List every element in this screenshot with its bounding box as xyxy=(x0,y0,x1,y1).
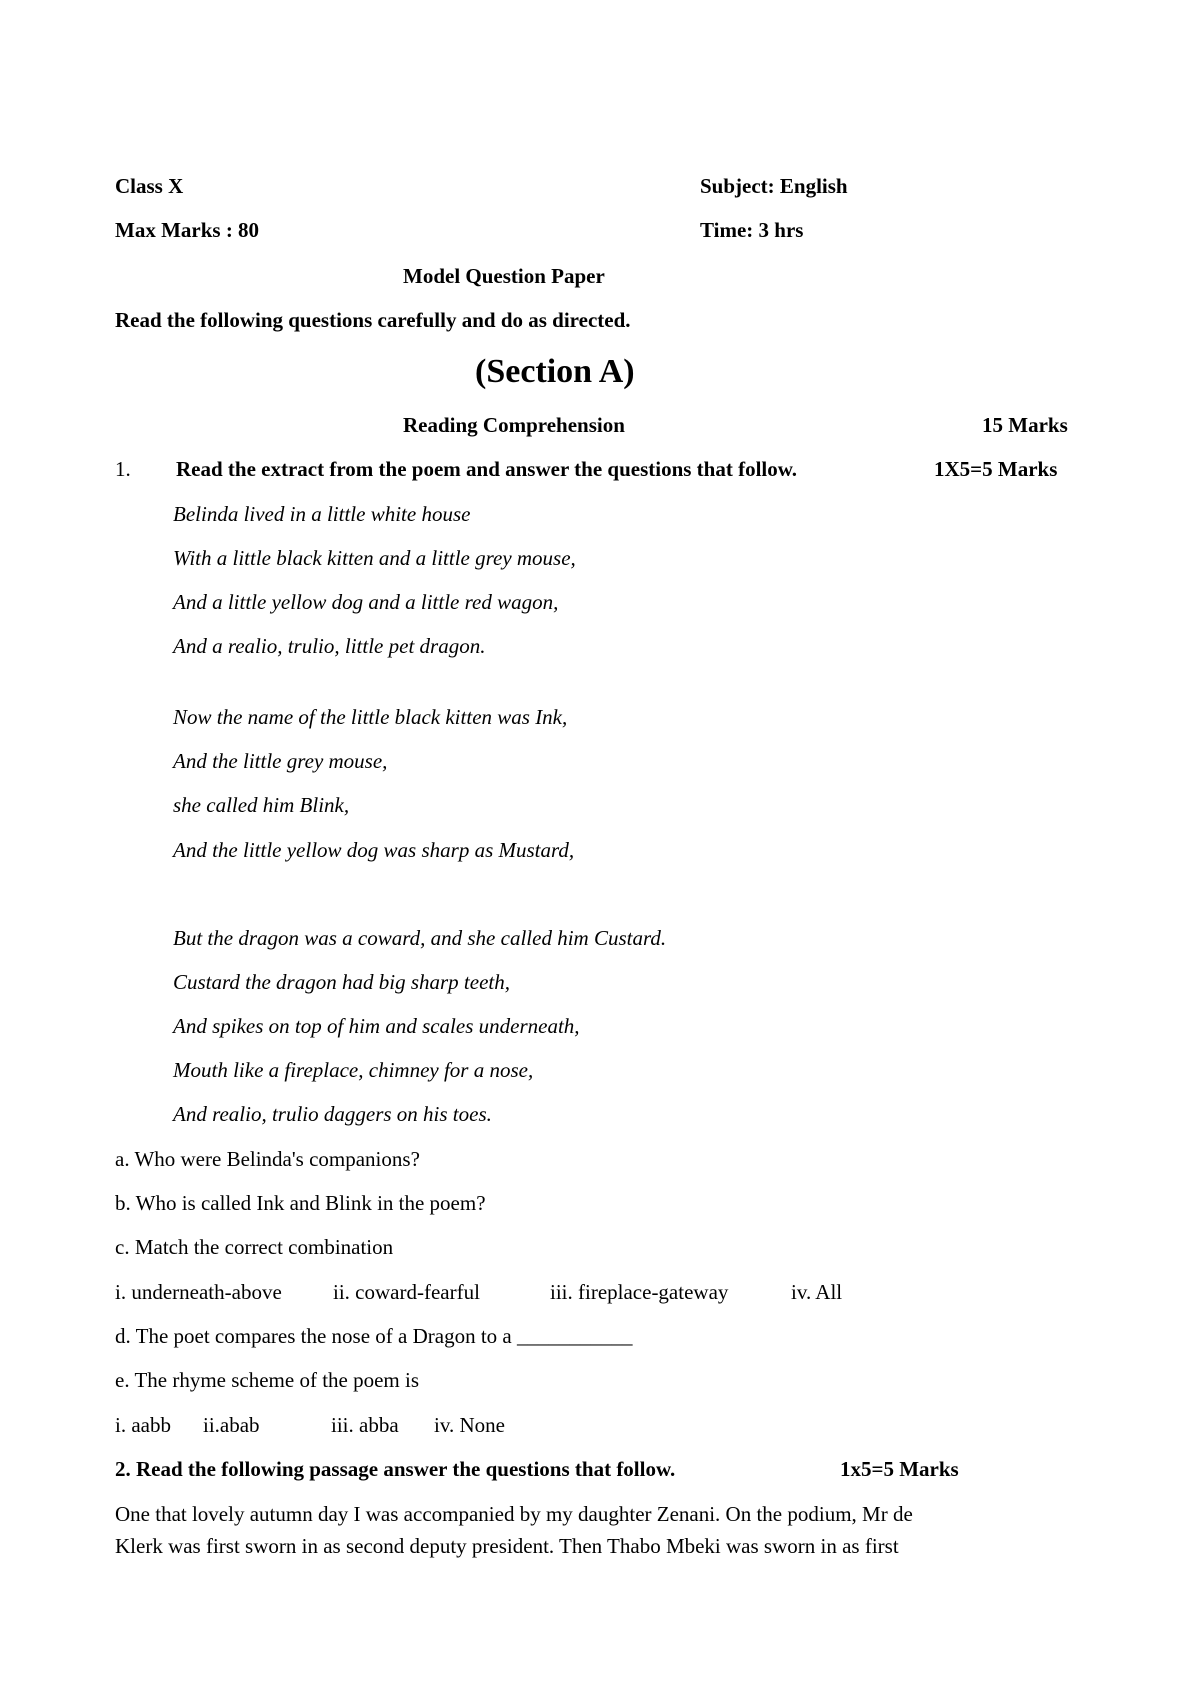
q2-marks: 1x5=5 Marks xyxy=(840,1457,959,1481)
q1-e-option: iv. None xyxy=(434,1413,505,1437)
q1-sub-a: a. Who were Belinda's companions? xyxy=(115,1147,420,1171)
instructions: Read the following questions carefully and do as directed. xyxy=(115,308,631,332)
poem-line: And realio, trulio daggers on his toes. xyxy=(173,1102,492,1126)
class-label: Class X xyxy=(115,174,184,198)
q1-number: 1. xyxy=(115,457,131,481)
section-subtitle: Reading Comprehension xyxy=(403,413,625,437)
section-marks: 15 Marks xyxy=(982,413,1068,437)
q2-passage-line: Klerk was first sworn in as second deputy president. Then Thabo Mbeki was sworn in as first xyxy=(115,1534,899,1558)
q1-sub-c: c. Match the correct combination xyxy=(115,1235,394,1259)
poem-line: And a little yellow dog and a little red wagon, xyxy=(173,590,559,614)
q1-sub-d: d. The poet compares the nose of a Dragon to a ___________ xyxy=(115,1324,633,1348)
q1-sub-e: e. The rhyme scheme of the poem is xyxy=(115,1368,420,1392)
poem-line: Custard the dragon had big sharp teeth, xyxy=(173,970,510,994)
q1-c-option: i. underneath-above xyxy=(115,1280,282,1304)
q1-e-option: ii.abab xyxy=(203,1413,260,1437)
poem-line: And the little grey mouse, xyxy=(173,749,388,773)
poem-line: she called him Blink, xyxy=(173,793,350,817)
subject-label: Subject: English xyxy=(700,174,848,198)
poem-line: With a little black kitten and a little grey mouse, xyxy=(173,546,576,570)
poem-line: And a realio, trulio, little pet dragon. xyxy=(173,634,486,658)
poem-line: And spikes on top of him and scales underneath, xyxy=(173,1014,580,1038)
poem-line: Belinda lived in a little white house xyxy=(173,502,471,526)
poem-line: Now the name of the little black kitten was Ink, xyxy=(173,705,568,729)
q1-e-option: i. aabb xyxy=(115,1413,171,1437)
time-label: Time: 3 hrs xyxy=(700,218,804,242)
q1-sub-b: b. Who is called Ink and Blink in the poem? xyxy=(115,1191,486,1215)
poem-line: But the dragon was a coward, and she called him Custard. xyxy=(173,926,667,950)
q1-prompt: Read the extract from the poem and answer the questions that follow. xyxy=(176,457,798,481)
poem-line: Mouth like a fireplace, chimney for a nose, xyxy=(173,1058,534,1082)
q2-passage-line: One that lovely autumn day I was accompanied by my daughter Zenani. On the podium, Mr de xyxy=(115,1502,913,1526)
q1-c-option: iii. fireplace-gateway xyxy=(550,1280,729,1304)
paper-title: Model Question Paper xyxy=(403,264,605,288)
section-title: (Section A) xyxy=(475,353,635,390)
q1-c-option: iv. All xyxy=(791,1280,843,1304)
q1-marks: 1X5=5 Marks xyxy=(934,457,1058,481)
q1-e-option: iii. abba xyxy=(331,1413,399,1437)
q1-c-option: ii. coward-fearful xyxy=(333,1280,480,1304)
poem-line: And the little yellow dog was sharp as Mustard, xyxy=(173,838,575,862)
q2-prompt: 2. Read the following passage answer the questions that follow. xyxy=(115,1457,676,1481)
max-marks-label: Max Marks : 80 xyxy=(115,218,260,242)
